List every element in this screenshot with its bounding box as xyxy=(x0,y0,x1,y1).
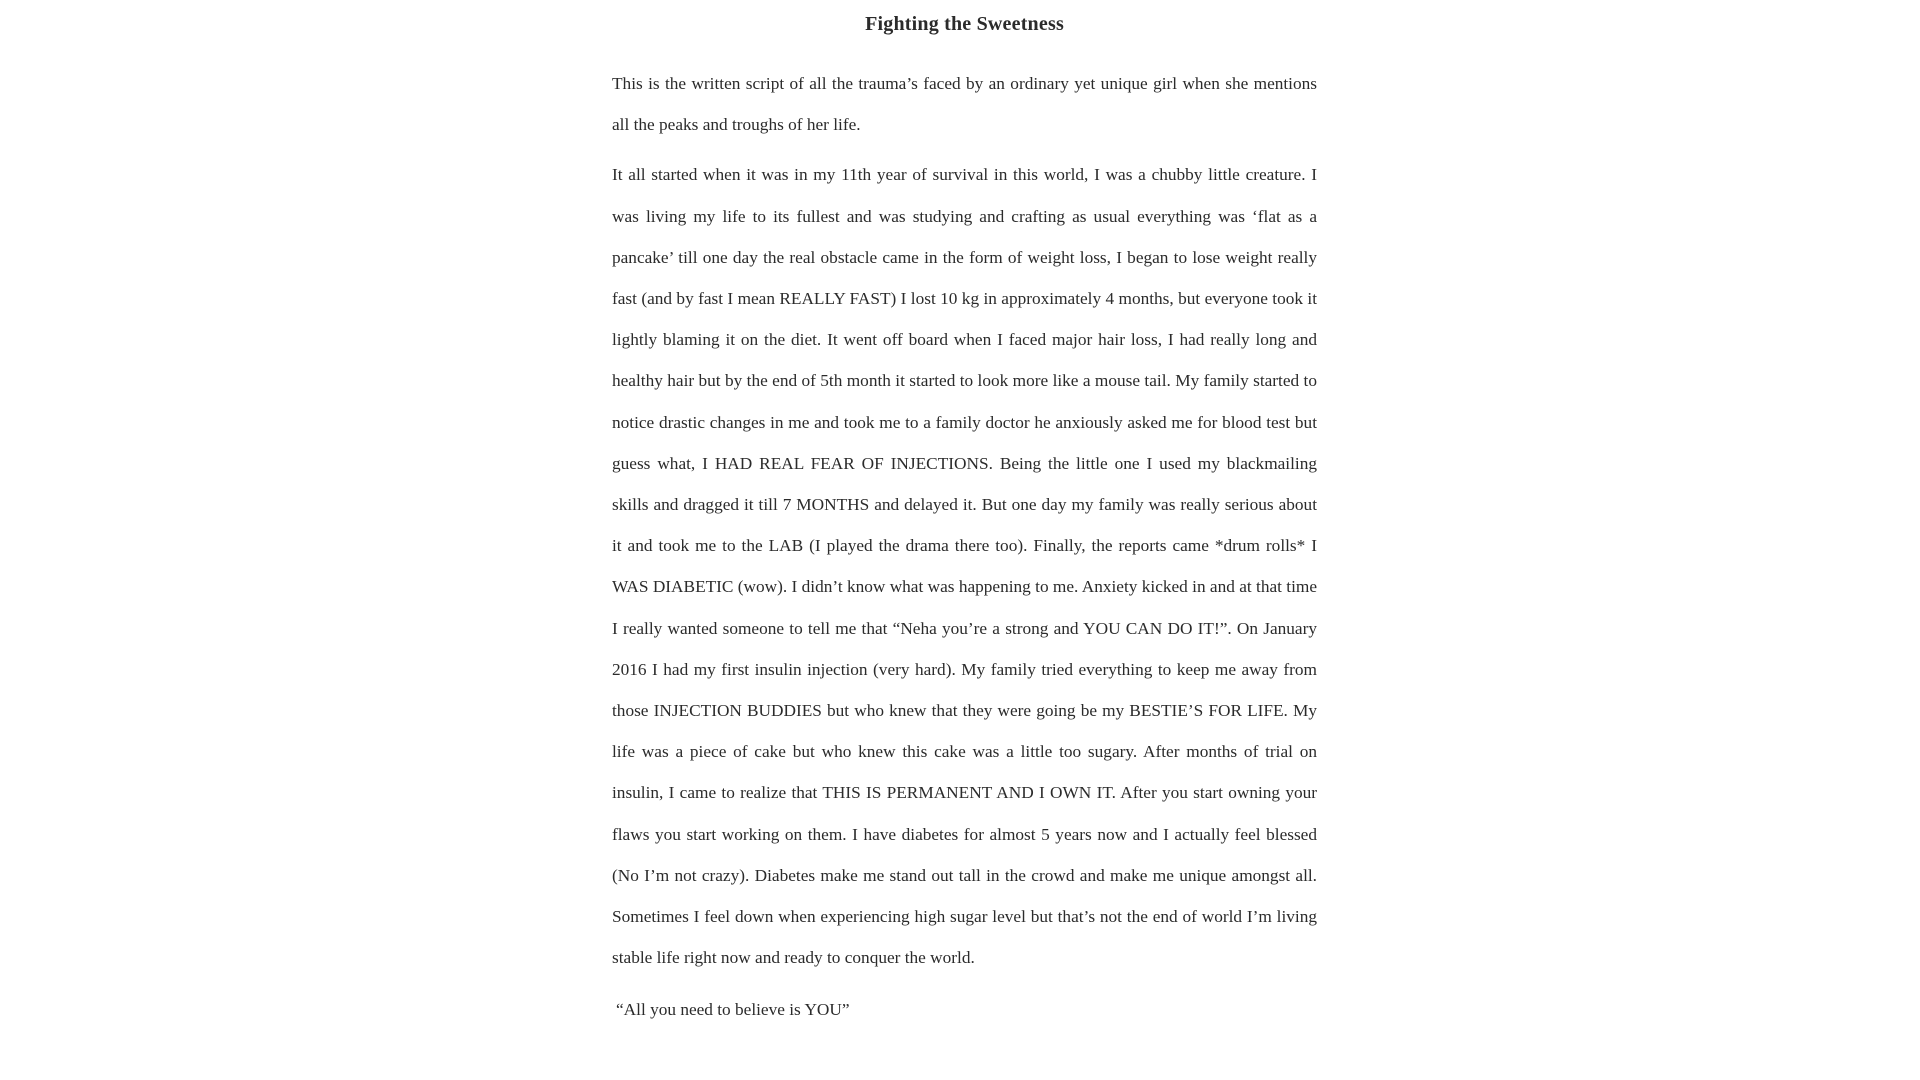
document-title: Fighting the Sweetness xyxy=(865,13,1064,35)
story-paragraph: It all started when it was in my 11th year of survival in this world, I was a chubby little creature. I was living my life to its fullest and was studying and crafting as usual everything was ‘flat as a pancake’ till one day the real obstacle came in the form of weight loss, I began to lose weight really fast (and by fast I mean REALLY FAST) I lost 10 kg in approximately 4 months, but everyone took it lightly blaming it on the diet. It went off board when I faced major hair loss, I had really long and healthy hair but by the end of 5th month it started to look more like a mouse tail. My family started to notice drastic changes in me and took me to a family doctor he anxiously asked me for blood test but guess what, I HAD REAL FEAR OF INJECTIONS. Being the little one I used my blackmailing skills and dragged it till 7 MONTHS and delayed it. But one day my family was really serious about it and took me to the LAB (I played the drama there too). Finally, the reports came *drum rolls* I WAS DIABETIC (wow). I didn’t know what was happening to me. Anxiety kicked in and at that time I really wanted someone to tell me that “Neha you’re a strong and YOU CAN DO IT!”. On January 2016 I had my first insulin injection (very hard). My family tried everything to keep me away from those INJECTION BUDDIES but who knew that they were going be my BESTIE’S FOR LIFE. My life was a piece of cake but who knew this cake was a little too sugary. After months of trial on insulin, I came to realize that THIS IS PERMANENT AND I OWN IT. After you start owning your flaws you start working on them. I have diabetes for almost 5 years now and I actually feel blessed (No I’m not crazy). Diabetes make me stand out tall in the crowd and make me unique amongst all. Sometimes I feel down when experiencing high sugar level but that’s not the end of world I’m living stable life right now and ready to conquer the world. xyxy=(612,165,1317,968)
intro-paragraph: This is the written script of all the trauma’s faced by an ordinary yet unique girl when she mentions all the peaks and troughs of her life. xyxy=(612,74,1317,135)
closing-quote: “All you need to believe is YOU” xyxy=(616,1000,850,1020)
document-column xyxy=(612,8,1317,1031)
